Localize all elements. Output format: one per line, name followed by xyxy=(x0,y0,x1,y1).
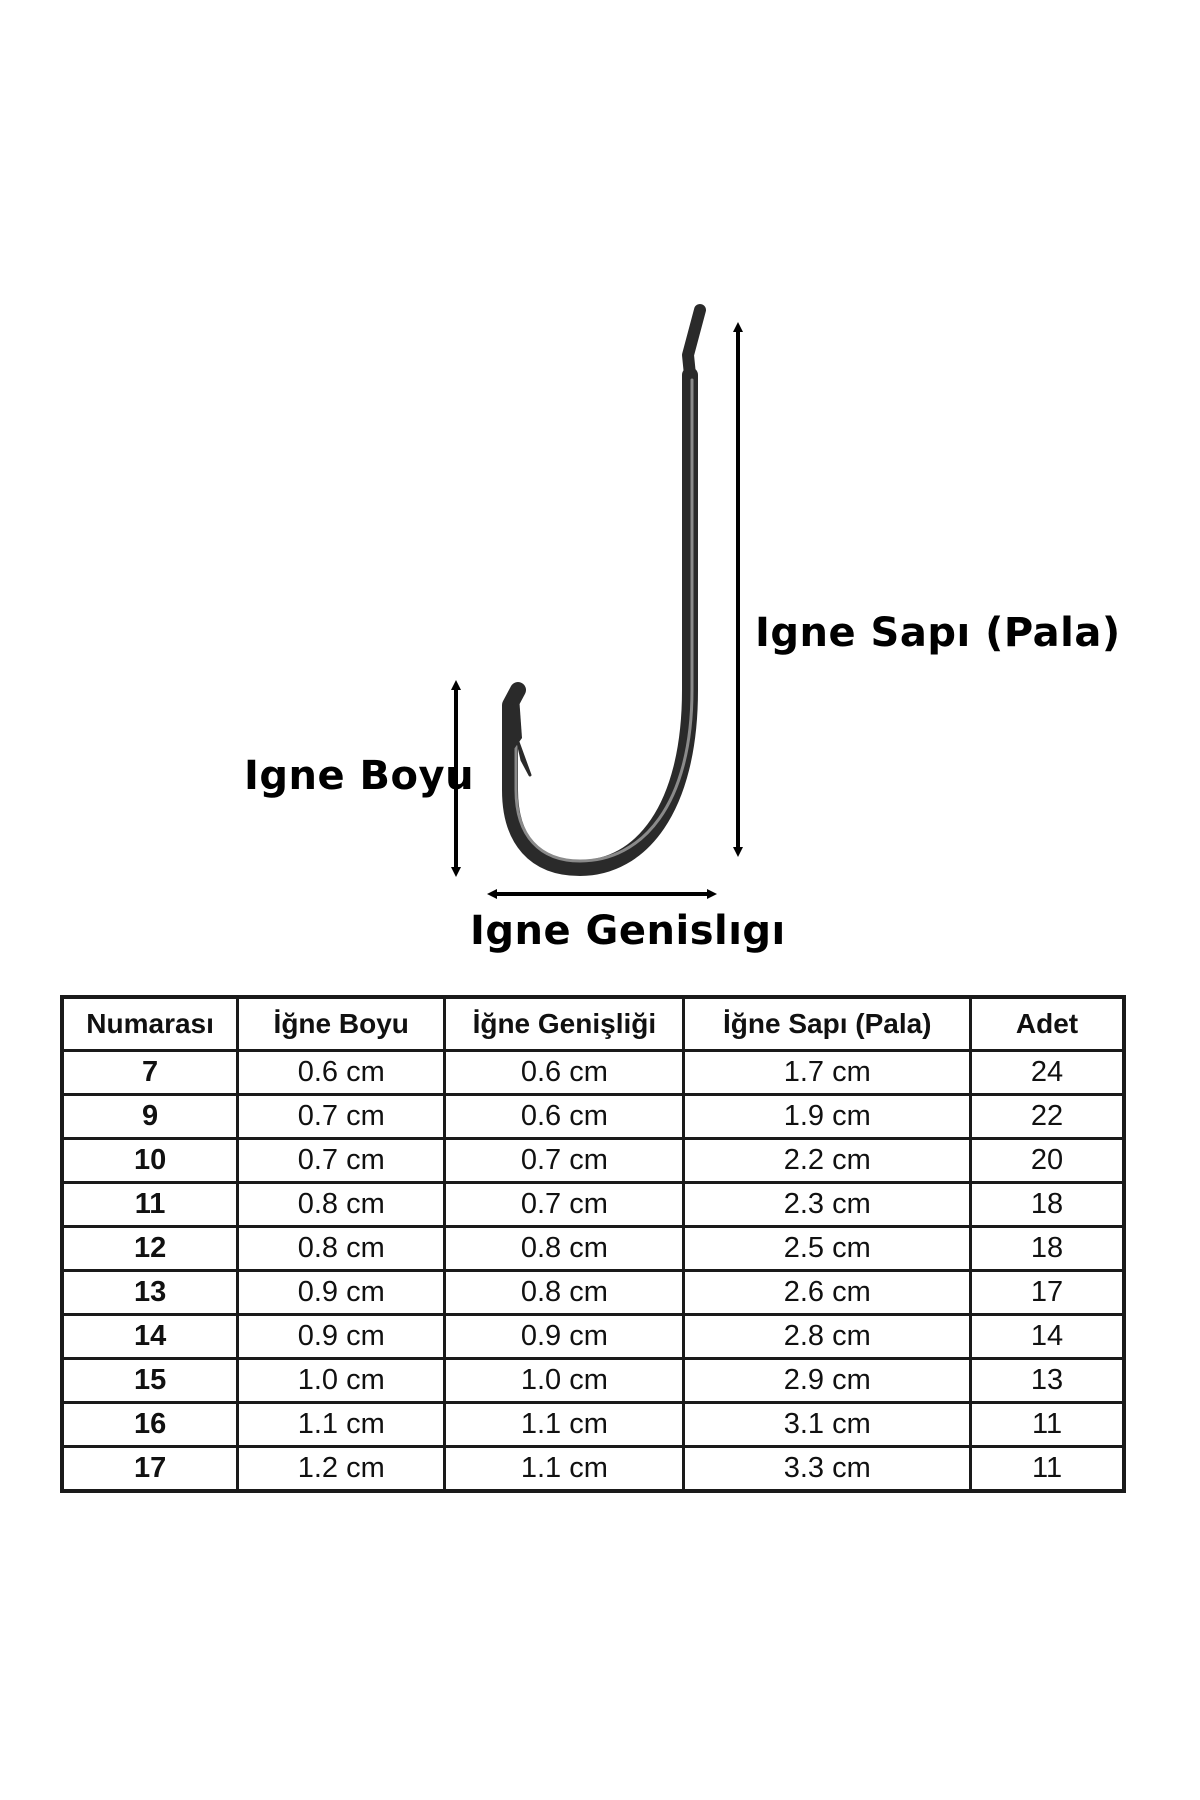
cell-numarasi: 12 xyxy=(62,1227,238,1271)
hook-size-table xyxy=(60,995,1126,1493)
cell-adet: 18 xyxy=(971,1227,1124,1271)
cell-igne-boyu: 1.0 cm xyxy=(238,1359,445,1403)
cell-igne-boyu: 0.7 cm xyxy=(238,1095,445,1139)
cell-igne-genisligi: 0.6 cm xyxy=(445,1095,684,1139)
cell-adet: 22 xyxy=(971,1095,1124,1139)
cell-igne-boyu: 1.1 cm xyxy=(238,1403,445,1447)
table-row xyxy=(62,1139,1124,1183)
column-header: Adet xyxy=(971,997,1124,1051)
cell-igne-genisligi: 1.0 cm xyxy=(445,1359,684,1403)
cell-igne-genisligi: 0.7 cm xyxy=(445,1183,684,1227)
table-row xyxy=(62,1183,1124,1227)
column-header: İğne Boyu xyxy=(238,997,445,1051)
cell-igne-sapi: 2.9 cm xyxy=(684,1359,971,1403)
cell-igne-genisligi: 0.9 cm xyxy=(445,1315,684,1359)
cell-adet: 11 xyxy=(971,1447,1124,1492)
column-header: Numarası xyxy=(62,997,238,1051)
cell-adet: 18 xyxy=(971,1183,1124,1227)
table-row xyxy=(62,1447,1124,1492)
cell-igne-sapi: 3.3 cm xyxy=(684,1447,971,1492)
cell-igne-boyu: 0.9 cm xyxy=(238,1271,445,1315)
table-header-row xyxy=(62,997,1124,1051)
cell-numarasi: 9 xyxy=(62,1095,238,1139)
cell-igne-sapi: 2.3 cm xyxy=(684,1183,971,1227)
cell-igne-genisligi: 0.6 cm xyxy=(445,1051,684,1095)
cell-igne-genisligi: 1.1 cm xyxy=(445,1403,684,1447)
cell-numarasi: 16 xyxy=(62,1403,238,1447)
cell-igne-genisligi: 1.1 cm xyxy=(445,1447,684,1492)
column-header: İğne Genişliği xyxy=(445,997,684,1051)
cell-igne-genisligi: 0.8 cm xyxy=(445,1227,684,1271)
table-row xyxy=(62,1271,1124,1315)
cell-numarasi: 13 xyxy=(62,1271,238,1315)
label-igne-sapi: Igne Sapı (Pala) xyxy=(755,610,1121,656)
cell-igne-sapi: 2.2 cm xyxy=(684,1139,971,1183)
cell-adet: 14 xyxy=(971,1315,1124,1359)
cell-igne-boyu: 0.8 cm xyxy=(238,1183,445,1227)
cell-adet: 17 xyxy=(971,1271,1124,1315)
label-igne-genislik: Igne Genislıgı xyxy=(470,908,786,954)
column-header: İğne Sapı (Pala) xyxy=(684,997,971,1051)
table-row xyxy=(62,1315,1124,1359)
fishing-hook-icon xyxy=(504,310,700,868)
cell-igne-genisligi: 0.7 cm xyxy=(445,1139,684,1183)
cell-numarasi: 14 xyxy=(62,1315,238,1359)
table-row xyxy=(62,1359,1124,1403)
cell-igne-sapi: 1.7 cm xyxy=(684,1051,971,1095)
cell-numarasi: 17 xyxy=(62,1447,238,1492)
cell-igne-sapi: 1.9 cm xyxy=(684,1095,971,1139)
cell-igne-boyu: 0.7 cm xyxy=(238,1139,445,1183)
cell-numarasi: 15 xyxy=(62,1359,238,1403)
cell-adet: 11 xyxy=(971,1403,1124,1447)
cell-numarasi: 11 xyxy=(62,1183,238,1227)
label-igne-boyu: Igne Boyu xyxy=(244,753,475,799)
cell-adet: 20 xyxy=(971,1139,1124,1183)
cell-numarasi: 7 xyxy=(62,1051,238,1095)
cell-igne-sapi: 2.6 cm xyxy=(684,1271,971,1315)
cell-adet: 24 xyxy=(971,1051,1124,1095)
table-row xyxy=(62,1051,1124,1095)
cell-igne-boyu: 0.6 cm xyxy=(238,1051,445,1095)
cell-adet: 13 xyxy=(971,1359,1124,1403)
cell-igne-sapi: 2.8 cm xyxy=(684,1315,971,1359)
cell-igne-sapi: 2.5 cm xyxy=(684,1227,971,1271)
cell-igne-boyu: 0.9 cm xyxy=(238,1315,445,1359)
cell-igne-boyu: 1.2 cm xyxy=(238,1447,445,1492)
table-row xyxy=(62,1227,1124,1271)
table-row xyxy=(62,1095,1124,1139)
cell-igne-boyu: 0.8 cm xyxy=(238,1227,445,1271)
cell-igne-sapi: 3.1 cm xyxy=(684,1403,971,1447)
table-row xyxy=(62,1403,1124,1447)
cell-numarasi: 10 xyxy=(62,1139,238,1183)
cell-igne-genisligi: 0.8 cm xyxy=(445,1271,684,1315)
